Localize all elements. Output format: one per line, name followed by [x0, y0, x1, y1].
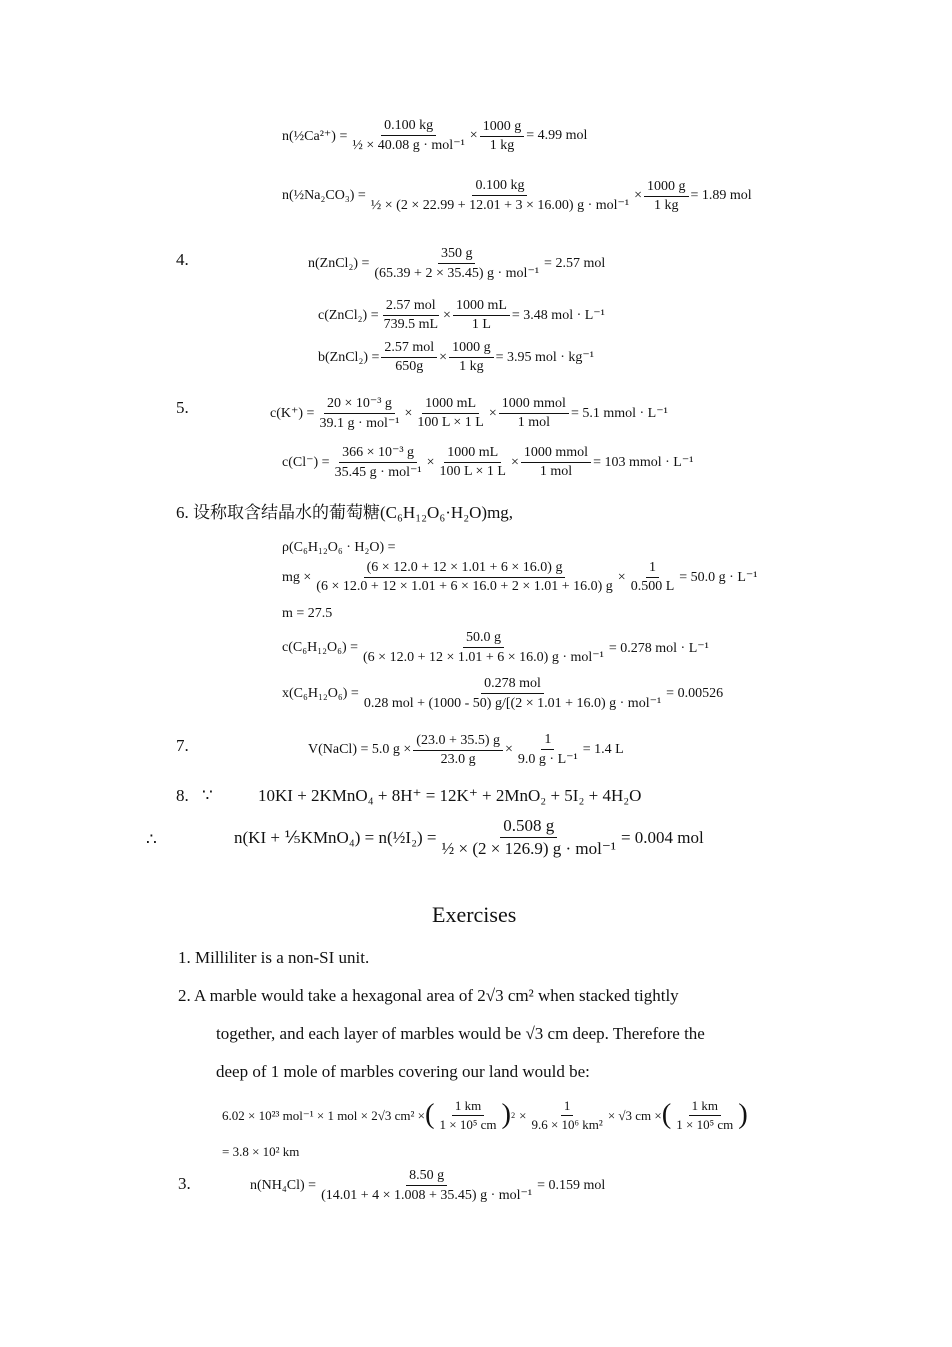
times-sign: × — [519, 1107, 527, 1123]
eq-lhs: n(ZnCl₂) = — [308, 256, 370, 271]
fraction — [381, 298, 441, 333]
fraction — [361, 676, 664, 712]
item-number: 8. — [176, 786, 189, 805]
section-heading: Exercises — [432, 902, 517, 927]
eq-lhs: n(½Na₂CO₃) = — [282, 188, 366, 203]
denominator: 1 kg — [489, 137, 515, 153]
exercise-2-line-1: 2. A marble would take a hexagonal area of 2√3 cm² when stacked tightly — [178, 986, 679, 1005]
numerator: 0.100 kg — [381, 118, 436, 136]
fraction — [360, 630, 607, 666]
eq-lhs: c(K⁺) = — [270, 406, 315, 421]
exercise-2-line-2: together, and each layer of marbles would be √3 cm deep. Therefore the — [216, 1024, 705, 1043]
eq-lhs: c(Cl⁻) = — [282, 455, 330, 470]
numerator: (6 × 12.0 + 12 × 1.01 + 6 × 16.0) g — [364, 560, 566, 578]
denominator: 35.45 g · mol⁻¹ — [334, 465, 422, 480]
eq-result: = 4.99 mol — [526, 128, 588, 143]
fraction — [414, 396, 486, 431]
equation-c-cl: c(Cl⁻) = $\frac{\text{366 × 10⁻³ g}}{\text{35.45 g · mol⁻¹}}$ × $\frac{1000 mL}{100 L \times 1 L}$ × $\frac{\text{1000 mmol}}{\text{1 mol}}$ = 103 mmol · L⁻¹ — [282, 445, 694, 480]
fraction — [499, 396, 569, 431]
marble-depth-result: = 3.8 × 10² km — [222, 1144, 300, 1159]
right-paren: ) — [501, 1099, 512, 1131]
left-paren: ( — [661, 1099, 672, 1131]
equation-n-na2co3: n(½Na₂CO₃) = $\frac{0.100 kg}{\text{½ × (2 × 22.99 + 12.01 + 3 × 16.00) g · mol⁻¹}}$ × $\frac{1000 g}{1 kg}$ = 1.89 mol — [282, 178, 752, 213]
denominator: 1 mol — [517, 415, 550, 430]
eq-lhs: n(½Ca²⁺) = — [282, 128, 348, 144]
eq-lhs: x(C₆H₁₂O₆) = — [282, 686, 359, 701]
eq-result: = 0.004 mol — [620, 827, 704, 847]
eq-result: = 3.48 mol · L⁻¹ — [511, 308, 605, 323]
fraction — [628, 560, 678, 595]
denominator: 9.6 × 10⁶ km² — [531, 1117, 603, 1132]
fraction — [349, 118, 467, 154]
fraction — [449, 340, 494, 375]
eq-result: = 103 mmol · L⁻¹ — [593, 455, 694, 470]
eq-result: = 3.95 mol · kg⁻¹ — [495, 350, 595, 365]
numerator: 2.57 mol — [381, 340, 437, 358]
equation-n-ki — [234, 816, 704, 859]
denominator: 0.500 L — [630, 579, 675, 594]
eq-result: = 0.159 mol — [537, 1178, 606, 1193]
numerator: 1000 g — [480, 119, 525, 137]
fraction — [521, 445, 591, 480]
item-number: 3. — [178, 1174, 191, 1193]
equation-x-glucose — [282, 676, 723, 712]
eq-result: = 0.00526 — [666, 686, 724, 701]
fraction — [515, 732, 581, 768]
equation-marble-depth: 6.02 × 10²³ mol⁻¹ × 1 mol × 2√3 cm² × ( $\frac{1 km}{\text{1 × 10⁵ cm}}$ ) 2 × $\frac{1}{\text{9.6 × 10⁶ km²}}$ × √3 cm × ( $\frac{1 km}{\text{1 × 10⁵ cm}}$ ) — [222, 1098, 748, 1132]
denominator: 100 L × 1 L — [417, 415, 484, 430]
fraction — [644, 179, 689, 214]
numerator: 1000 mmol — [499, 396, 569, 414]
numerator: 1000 mL — [453, 298, 510, 316]
exercise-2-line-3: deep of 1 mole of marbles covering our land would be: — [216, 1062, 590, 1081]
denominator: (14.01 + 4 × 1.008 + 35.45) g · mol⁻¹ — [321, 1188, 533, 1203]
eq-result: = 0.278 mol · L⁻¹ — [608, 640, 709, 656]
eq-result: = 5.1 mmol · L⁻¹ — [570, 406, 668, 421]
denominator: 9.0 g · L⁻¹ — [517, 752, 578, 767]
denominator: 739.5 mL — [383, 317, 439, 332]
numerator: 50.0 g — [463, 630, 504, 648]
fraction — [673, 1098, 736, 1133]
denominator: 650g — [395, 359, 424, 374]
fraction — [413, 733, 503, 768]
numerator: 8.50 g — [406, 1168, 447, 1186]
denominator: 23.0 g — [440, 751, 476, 767]
item-number: 4. — [176, 250, 189, 269]
fraction — [332, 444, 425, 481]
denominator: 100 L × 1 L — [439, 464, 506, 479]
left-paren: ( — [425, 1099, 435, 1131]
eq-result: = 1.4 L — [582, 742, 624, 757]
numerator: 1000 mL — [444, 445, 501, 463]
denominator: 1 × 10⁵ cm — [676, 1117, 734, 1132]
numerator: 0.278 mol — [481, 676, 544, 694]
numerator: 1000 mmol — [521, 445, 591, 463]
equation-b-zncl2: b(ZnCl₂) = $\frac{\text{2.57 mol}}{650g}$ × $\frac{1000 g}{1 kg}$ = 3.95 mol · kg⁻¹ — [318, 340, 595, 374]
denominator: 0.28 mol + (1000 - 50) g/[(2 × 1.01 + 16.0) g · mol⁻¹ — [363, 696, 662, 711]
fraction — [439, 816, 619, 859]
numerator: 2.57 mol — [383, 298, 439, 316]
equation-n-zncl2 — [308, 246, 605, 282]
denominator: 1 kg — [654, 197, 679, 213]
fraction — [453, 298, 510, 333]
item-6-intro: 6. 设称取含结晶水的葡萄糖(C₆H₁₂O₆·H₂O)mg, — [176, 503, 514, 522]
denominator: (65.39 + 2 × 35.45) g · mol⁻¹ — [374, 266, 540, 281]
fraction — [368, 178, 632, 214]
eq-lhs: b(ZnCl₂) = — [318, 349, 380, 365]
denominator: (6 × 12.0 + 12 × 1.01 + 6 × 16.0 + 2 × 1.01 + 16.0) g — [316, 579, 613, 594]
numerator: 1 — [646, 560, 659, 578]
fraction — [316, 395, 402, 432]
numerator: 1 — [541, 732, 554, 750]
exercise-1: 1. Milliliter is a non-SI unit. — [178, 948, 370, 967]
denominator: ½ × 40.08 g · mol⁻¹ — [352, 138, 465, 153]
denominator: 1 kg — [459, 359, 484, 374]
item-number: 7. — [176, 736, 189, 755]
numerator: 1000 g — [644, 179, 689, 197]
right-paren: ) — [738, 1099, 748, 1131]
eq-prefix: 6.02 × 10²³ mol⁻¹ × 1 mol × 2√3 cm² × — [222, 1107, 425, 1123]
eq-lhs: c(C₆H₁₂O₆) = — [282, 640, 359, 655]
eq-lhs: V(NaCl) = 5.0 g × — [308, 742, 412, 757]
fraction — [313, 560, 616, 595]
fraction — [381, 340, 437, 375]
numerator: 1 km — [452, 1098, 484, 1116]
fraction — [437, 445, 509, 480]
numerator: 1 km — [689, 1098, 721, 1116]
rho-lhs: ρ(C₆H₁₂O₆ · H₂O) = — [282, 540, 396, 555]
denominator: ½ × (2 × 22.99 + 12.01 + 3 × 16.00) g · mol⁻¹ — [370, 198, 630, 213]
denominator: (6 × 12.0 + 12 × 1.01 + 6 × 16.0) g · mol⁻¹ — [363, 650, 604, 665]
fraction — [480, 119, 525, 154]
reaction-equation: 10KI + 2KMnO₄ + 8H⁺ = 12K⁺ + 2MnO₂ + 5I₂ + 4H₂O — [258, 786, 642, 805]
equation-n-ca: n(½Ca²⁺) = $\frac{0.100 kg}{\text{½ × 40.08 g · mol⁻¹}}$ × $\frac{1000 g}{1 kg}$ = 4.99 mol — [282, 118, 588, 153]
eq-prefix: mg × — [282, 569, 312, 585]
eq-lhs: n(NH₄Cl) = — [250, 1178, 317, 1193]
eq-lhs: c(ZnCl₂) = — [318, 307, 379, 323]
therefore-symbol: ∴ — [146, 830, 157, 849]
numerator: 366 × 10⁻³ g — [339, 444, 417, 463]
fraction — [371, 246, 542, 282]
equation-v-nacl: V(NaCl) = 5.0 g × $\frac{(23.0 + 35.5) g}{23.0 g}$ × $\frac{1}{\text{9.0 g · L⁻¹}}$ = 1.4 L — [308, 732, 624, 767]
numerator: 1 — [561, 1098, 574, 1116]
fraction — [318, 1168, 535, 1204]
fraction — [437, 1098, 500, 1133]
numerator: 20 × 10⁻³ g — [324, 395, 395, 414]
equation-c-k: c(K⁺) = $\frac{\text{20 × 10⁻³ g}}{\text{39.1 g · mol⁻¹}}$ × $\frac{1000 mL}{100 L \times 1 L}$ × $\frac{\text{1000 mmol}}{\text{1 mol}}$ = 5.1 mmol · L⁻¹ — [270, 396, 668, 431]
denominator: 1 L — [471, 317, 491, 332]
item-number: 5. — [176, 398, 189, 417]
equation-rho: mg × $\frac{(6 \times 12.0 + 12 \times 1.01 + 6 \times 16.0) g}{(6 \times 12.0 + 12 \times 1.01 + 6 \times 16.0 + 2 \times 1.01 + 16.0) g}$ × $\frac{1}{0.500 L}$ = 50.0 g · L⁻¹ — [282, 560, 758, 594]
equation-c-glucose — [282, 630, 709, 666]
denominator: 1 mol — [539, 464, 573, 479]
denominator: 1 × 10⁵ cm — [439, 1117, 497, 1132]
eq-result: = 50.0 g · L⁻¹ — [679, 570, 758, 585]
numerator: 1000 mL — [422, 396, 479, 414]
numerator: (23.0 + 35.5) g — [413, 733, 503, 751]
eq-middle: × √3 cm × — [607, 1107, 662, 1123]
eq-result: = 2.57 mol — [544, 256, 606, 271]
eq-result: = 1.89 mol — [690, 188, 752, 203]
m-value: m = 27.5 — [282, 606, 333, 621]
numerator: 0.508 g — [500, 816, 557, 838]
numerator: 1000 g — [449, 340, 494, 358]
equation-n-nh4cl — [250, 1168, 605, 1204]
numerator: 0.100 kg — [472, 178, 527, 196]
fraction — [528, 1098, 605, 1133]
denominator: ½ × (2 × 126.9) g · mol⁻¹ — [441, 839, 616, 858]
eq-lhs: n(KI + ⅕KMnO₄) = n(½I₂) = — [234, 827, 437, 847]
equation-c-zncl2: c(ZnCl₂) = $\frac{\text{2.57 mol}}{739.5 mL}$ × $\frac{1000 mL}{1 L}$ = 3.48 mol · L⁻¹ — [318, 298, 605, 332]
because-symbol: ∵ — [202, 786, 213, 805]
denominator: 39.1 g · mol⁻¹ — [319, 416, 400, 431]
numerator: 350 g — [438, 246, 476, 264]
